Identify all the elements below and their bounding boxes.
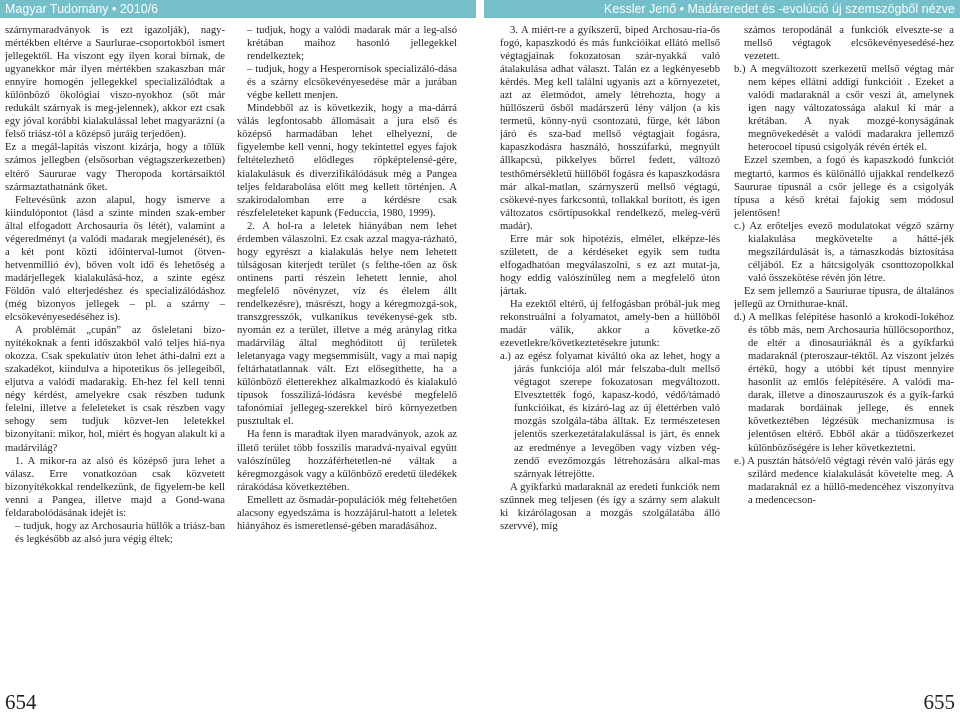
text-column-3	[500, 24, 720, 694]
list-item: a.) az egész folyamat kiváltó oka az lehet, hogy a járás funkciója alól már felszaba-dult mellső végtagot szerepe fokozatosan megváltozott. Elvesztették fogó, kapasz-kodó, védő/támadó funkcióikat, és kizáró-lag az új élettérben való mozgás szolgála-tába álltak. Ez természetesen jelentős szerkezetátalakulással is járt, és ennek az eredménye a levegőben vagy vízben vég-zendő evezőmozgás létrehozására alkal-mas szárnyak létrejötte.	[500, 351, 720, 480]
paragraph: 3. A miért-re a gyíkszerű, biped Archosau-ria-ős fogó, kapaszkodó és más funkcióikat ellátó mellső végtagjainak fokozatosan szár-nyakká való átalakulása adhat választ. Talán ez a legkényesebb kérdés. Meg kell találni ugyanis azt a környezetet, azt az életmódot, amely létrehozta, hogy a hüllőszerű ősből madárszerű lény váljon (a kis termetű, könny-nyű csontozatú, fürge, két lábon járó és sza-bad mellső végtagjait fogásra, kapaszkodásra használó, hosszúfarkú, megnyúlt állkapcsú, pikkelyes bőrrel fedett, változó testhőmérsékletű hüllőből fogásra és kapaszkodásra már alkal-matlan, szárnyszerű mellső végtagú, csökevé-nyes farkcsontú, tollakkal borított, és igen változatos csőrtípusokkal rendelkező, meleg-vérű madár).	[500, 25, 720, 232]
paragraph: Ez a megál-lapítás viszont kizárja, hogy a tőlük számos jellegben (elsősorban végtagszerkezetben) eltérő Saururae vagy Theropoda kortársaiktól származtathatnánk őket.	[5, 142, 225, 193]
running-header-left: Magyar Tudomány • 2010/6	[0, 0, 476, 18]
list-item: – tudjuk, hogy a Hesperornisok specializáló-dása és a szárny elcsökevényesedése már a jurában végbe kellett menjen.	[247, 64, 457, 102]
list-item: e.) A pusztán hátsó/elő végtagi révén való járás egy szilárd medence kialakulását követelte meg. A madaraknál ez a hüllő-medencéhez viszonyítva a medencecson-	[734, 455, 954, 506]
list-item: – tudjuk, hogy a valódi madarak már a leg-alsó krétában maihoz hasonló jellegekkel rendelkeztek;	[247, 25, 457, 63]
paragraph: Ha ezektől eltérő, új felfogásban próbál-juk meg rekonstruálni a folyamatot, amely-ben a hüllőből madár válik, akkor a követke-ző ezevetlekre/következtetésekre jutunk:	[500, 298, 720, 350]
text-column-1	[5, 24, 225, 694]
paragraph: Ha fenn is maradtak ilyen maradványok, azok az illető terület több fosszilis maradvá-nyaival együtt valószínűleg hozzáférhetetlen-né váltak a kéregmozgások vagy a különböző eredetű üledékek rárakódása következtében.	[237, 429, 457, 493]
paragraph: A problémát „cupán” az ősleletani bizo-nyítékoknak a fenti időszakból való teljes hiá-nya okozza. Csak spekulatív úton lehet áthi-dalni ezt a szakadékot, kiindulva a hipotetikus ős jellegeiből, eljutva a valódi madarakig. Eh-hez fel kell tenni négy kérdést, amelyekre csak részben tudunk felelni, illetve a feleleteket is csak részben vagy sehogy sem tudjuk közvet-len leletekkel bizonyítani: mikor, hol, miért és hogyan alakult ki a madárvilág?	[5, 325, 225, 454]
text-column-4	[734, 24, 954, 694]
list-item: – tudjuk, hogy az Archosauria hüllők a triász-ban és legkésőbb az alsó jura végig éltek;	[15, 520, 225, 545]
running-header-right: Kessler Jenő • Madáreredet és -evolúció új szemszögből nézve	[484, 0, 960, 18]
paragraph: Emellett az ősmadár-populációk még feltehetően alacsony egyedszáma is hozzájárul-hatott a leletek hiányához és ismeretlensé-gében maradásához.	[237, 494, 457, 532]
list-item: b.) A megváltozott szerkezetű mellső végtag már nem képes ellátni addigi funkcióit . Ezeket a valódi madaraknál a csőr veszi át, amelynek igen nagy változatossága alakul ki már a krétában. A nyak mozgé-konyságának megnövekedését a valódi madarakra jellemző heterocoel típusú csigolyák révén érték el.	[734, 64, 954, 154]
paragraph: Ez sem jellemző a Sauriurae típusra, de általános jellegű az Ornithurae-knál.	[734, 285, 954, 310]
page-number-left: 654	[5, 690, 37, 714]
paragraph: Feltevésünk azon alapul, hogy ismerve a kiindulópontot (lásd a szinte minden szak-ember által elfogadott Archosauria ős létét), valamint a végeredményt (a valódi madarak megjelenését), és a két pont közti időinterval-lumot (ötven-hetvenmillió év), bőven volt idő és lehetőség a madárjellegek kialakulásá-hoz, a szinte egész Földön való elterjedéshez és specializálódáshoz (még bizonyos jellegek – pl. a szárny – elcsökevényesedéséhez is).	[5, 194, 225, 324]
paragraph: A gyíkfarkú madaraknál az eredeti funkciók nem szűnnek meg teljesen (és így a szárny sem alakult ki kizárólagosan a mozgás szolgálatába álló szervvé), míg	[500, 481, 720, 532]
list-item: c.) Az erőteljes evező modulatokat végző szárny kialakulása megkövetelte a hátté-jék megszilárdulását is, a támaszkodás biztosítása céljából. Ez a hátcsigolyák csonttozopolkkal való összekötése révén jön létre.	[734, 220, 954, 284]
paragraph: szárnymaradványok is ezt igazolják), nagy-mértékben eltérve a Saurlurae-csoportokból ismert jellegektől. Ha viszont egy ilyen korai bírnak, de ugyanekkor már ilyen mértékben szakaszban már ennyire homogén jellegekkel specializálódtak a különböző ökológiai viszo-nyokhoz (sőt már redukált szárnyak is meg-jelennek), akkor ezt csak egy jóval korábbi kialakulással lehet magyarázni (a felső triász-tól a középső juráig terjedően).	[5, 25, 225, 141]
paragraph: Mindebből az is következik, hogy a ma-dárrá válás legfontosabb állomásait a jura első és középső harmadában lehet elhelyezni, de figyelembe kell venni, hogy tekintettel egyes fajok feltételezhető elődleges röpképtelensé-gére, kialakulásuk és diverzifikálódásuk még a Pangea teljes feldarabolása előtt meg kellett történjen. A szakirodalomban erre a kérdésre csak részfeleleteket kapunk (Feduccia, 1980, 1999).	[237, 103, 457, 219]
paragraph: Ezzel szemben, a fogó és kapaszkodó funkciót megtartó, karmos és különálló ujjakkal rendelkező Saururae típusnál a csőr jellege és a csigolyák típusa a késő krétai fajokig sem módosul jelentősen!	[734, 155, 954, 219]
paragraph: Erre már sok hipotézis, elmélet, elképze-lés született, de a kérdéseket egyik sem tudta elfogadhatóan megválaszolni, s ez azt mutat-ja, hogy eddig valószínűleg nem a megfelelő úton jártak.	[500, 233, 720, 297]
page-number-right: 655	[923, 690, 955, 714]
text-column-2	[237, 24, 457, 694]
paragraph: 2. A hol-ra a leletek hiányában nem lehet érdemben válaszolni. Ez csak azzal magya-rázható, hogy egyrészt a kialakulás helye nem lehetett túlságosan kiterjedt terület (s felthe-tően az ősk ontinens parti részein lehetett lennie, ahol megfelelő növényzet, víz és élelem állt rendelkezésre), másrészt, hogy a kéregmozgá-sok, transzgresszók, vulkanikus tevékenysé-gek stb. nyomán ez a terület, illetve a még aránylag ritka madárvilág által meghódított új területek leletanyaga vagy megsemmisült, vagy a mai napig feltárhatatlannak vált. Ezt elősegíthette, ha a különböző életterekhez alkalmazkodó és kialakuló típusok fosszilizá-lódásra kevésbé megfelelő tafonómiai jellegeg-szerekkel bíró környezetben pusztultak el.	[237, 220, 457, 428]
list-item: d.) A mellkas felépítése hasonló a krokodi-lokéhoz és több más, nem Archosauria hüllőcsoporthoz, de eltér a dinosauriáknál és a gyíkfarkú madaraknál (pteroszaur-téktől. Az viszont jelzés értékű, hogy a utóbbi két típust mennyire hasonlít az emlős felépítésére. A valódi ma-darak, illetve a dinoszauruszok és a gyík-farkú madarak bordáinak jellege, és ennek következtében légzésük mechanizmusa is jelentősen eltérő. Ebből akár a tüdőszerkezet különbözőségére is leher következtetni.	[734, 312, 954, 454]
paragraph: 1. A mikor-ra az alsó és középső jura lehet a válasz. Erre vonatkozóan csak közvetett bizonyítékokkal rendelkezünk, de figyelem-be kell venni a Pangea, illetve majd a Gond-wana feldarabolódásának idejét is:	[5, 455, 225, 519]
paragraph: számos teropodánál a funkciók elveszte-se a mellső végtagok elcsökevényesedésé-hez vezetett.	[744, 25, 954, 63]
